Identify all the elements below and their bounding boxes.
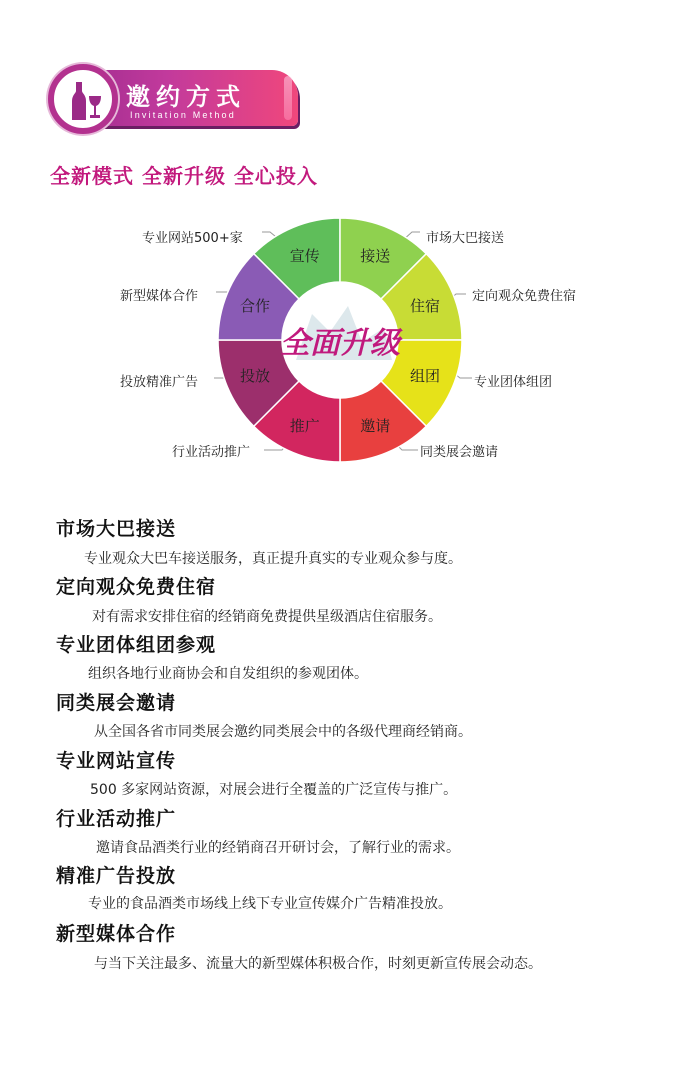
wheel-segment-label: 邀请 [360,416,391,435]
callout-website: 专业网站500+家 [142,231,243,246]
wheel-segment-label: 住宿 [409,296,441,315]
callout-group: 专业团体组团 [474,375,553,390]
service-desc: 对有需求安排住宿的经销商免费提供星级酒店住宿服务。 [92,609,442,625]
callout-bus: 市场大巴接送 [426,231,505,246]
wheel-segment-label: 接送 [360,247,391,266]
service-title: 专业团体组团参观 [56,634,217,656]
service-title: 市场大巴接送 [56,518,177,540]
callout-media: 新型媒体合作 [120,289,199,304]
service-title: 行业活动推广 [56,808,177,830]
service-title: 专业网站宣传 [56,750,177,772]
service-wheel [0,210,700,480]
tagline: 全新模式 全新升级 全心投入 [50,164,318,188]
wheel-segment-label: 合作 [239,296,271,315]
wheel-segment-label: 推广 [289,416,320,435]
service-title: 定向观众免费住宿 [56,576,217,598]
wheel-segment-label: 投放 [239,367,271,386]
section-subtitle: Invitation Method [130,110,236,120]
wheel-graphic [0,210,700,480]
service-desc: 从全国各省市同类展会邀约同类展会中的各级代理商经销商。 [94,724,472,740]
callout-exhibition: 同类展会邀请 [420,445,499,460]
wine-emblem [48,64,118,134]
service-title: 同类展会邀请 [56,692,177,714]
section-title: 邀约方式 [126,83,246,111]
callout-ads: 投放精准广告 [120,375,199,390]
service-desc: 与当下关注最多、流量大的新型媒体积极合作，时刻更新宣传展会动态。 [94,956,542,972]
wheel-center-label: 全面升级 [280,326,400,361]
service-desc: 专业的食品酒类市场线上线下专业宣传媒介广告精准投放。 [88,896,452,912]
callout-activity: 行业活动推广 [172,445,251,460]
wheel-segment-label: 宣传 [289,247,320,266]
service-desc: 专业观众大巴车接送服务，真正提升真实的专业观众参与度。 [84,551,462,567]
service-title: 精准广告投放 [56,865,177,887]
service-desc: 组织各地行业商协会和自发组织的参观团体。 [88,666,368,682]
service-desc: 500 多家网站资源，对展会进行全覆盖的广泛宣传与推广。 [90,782,458,798]
service-title: 新型媒体合作 [56,923,177,945]
wine-bottle-glass-icon [68,80,104,122]
callout-hotel: 定向观众免费住宿 [472,289,577,304]
wheel-segment-label: 组团 [409,367,441,386]
service-desc: 邀请食品酒类行业的经销商召开研讨会，了解行业的需求。 [96,840,460,856]
